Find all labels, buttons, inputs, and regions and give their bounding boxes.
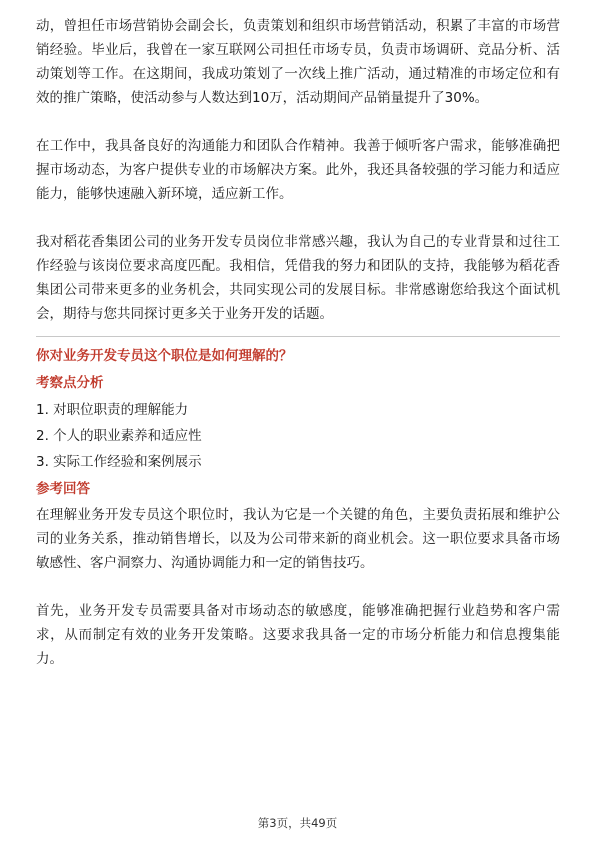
document-page [36, 14, 560, 671]
page-footer [0, 815, 595, 831]
paragraph-spacer [36, 110, 560, 134]
analysis-heading: 考察点分析 [36, 375, 104, 391]
answer-heading: 参考回答 [36, 481, 90, 497]
answer-paragraph-2: 首先，业务开发专员需要具备对市场动态的敏感度，能够准确把握行业趋势和客户需求，从而制定有效的业务开发策略。这要求我具备一定的市场分析能力和信息搜集能力。 [36, 603, 560, 667]
page-number: 第3页，共49页 [257, 816, 338, 830]
answer-paragraph-1: 在理解业务开发专员这个职位时，我认为它是一个关键的角色，主要负责拓展和维护公司的业务关系，推动销售增长，以及为公司带来新的商业机会。这一职位要求具备市场敏感性、客户洞察力、沟通协调能力和一定的销售技巧。 [36, 507, 560, 571]
paragraph-spacer [36, 575, 560, 599]
intro-paragraph-2: 在工作中，我具备良好的沟通能力和团队合作精神。我善于倾听客户需求，能够准确把握市场动态，为客户提供专业的市场解决方案。此外，我还具备较强的学习能力和适应能力，能够快速融入新环境，适应新工作。 [36, 138, 560, 202]
intro-paragraph-1: 动，曾担任市场营销协会副会长，负责策划和组织市场营销活动，积累了丰富的市场营销经验。毕业后，我曾在一家互联网公司担任市场专员，负责市场调研、竞品分析、活动策划等工作。在这期间，我成功策划了一次线上推广活动，通过精准的市场定位和有效的推广策略，使活动参与人数达到10万，活动期间产品销量提升了30%。 [36, 18, 560, 106]
analysis-point: 2. 个人的职业素养和适应性 [36, 428, 202, 444]
interview-question: 你对业务开发专员这个职位是如何理解的？ [36, 348, 293, 364]
intro-paragraph-3: 我对稻花香集团公司的业务开发专员岗位非常感兴趣，我认为自己的专业背景和过往工作经验与该岗位要求高度匹配。我相信，凭借我的努力和团队的支持，我能够为稻花香集团公司带来更多的业务机会，共同实现公司的发展目标。非常感谢您给我这个面试机会，期待与您共同探讨更多关于业务开发的话题。 [36, 234, 560, 322]
section-divider [36, 336, 560, 337]
analysis-point: 3. 实际工作经验和案例展示 [36, 454, 202, 470]
analysis-point: 1. 对职位职责的理解能力 [36, 402, 189, 418]
paragraph-spacer [36, 206, 560, 230]
analysis-point-list [36, 397, 560, 475]
